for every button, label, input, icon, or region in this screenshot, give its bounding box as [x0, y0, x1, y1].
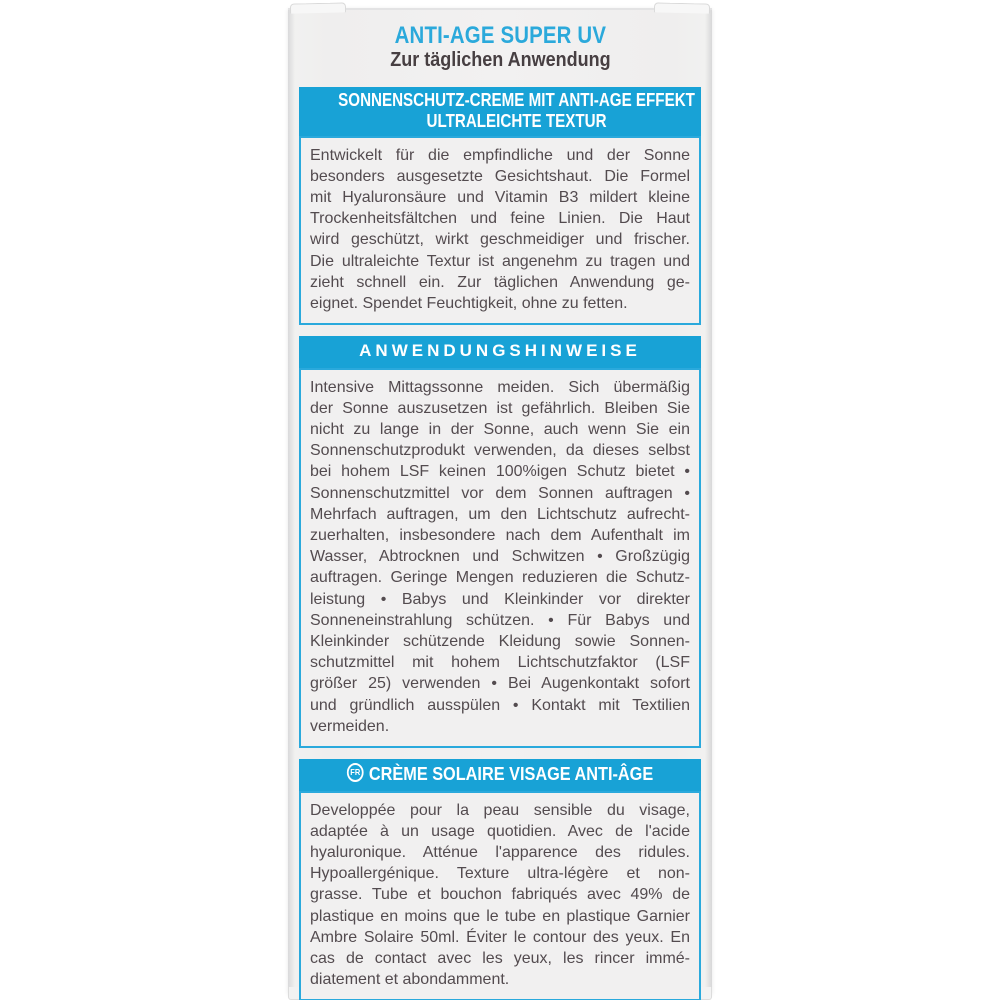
text-line: Kleinkinder schützende Kleidung sowie Sonnen- — [310, 633, 690, 651]
text-line: Developpée pour la peau sensible du visage, — [310, 801, 690, 819]
text-line: cas de contact avec les yeux, les rincer immé- — [310, 950, 690, 967]
text-line: wird geschützt, wirkt geschmeidiger und frischer. — [310, 231, 690, 249]
section-header-french — [299, 759, 701, 791]
text-line: nicht zu lange in der Sonne, auch wenn Sie ein — [310, 421, 690, 439]
text-line: schutzmittel mit hohem Lichtschutzfaktor (LSF — [310, 654, 690, 672]
text-line: vermeiden. — [310, 717, 390, 735]
text-line: eignet. Spendet Feuchtigkeit, ohne zu fetten. — [310, 294, 628, 312]
text-line: Sonnenschutzprodukt verwenden, da dieses selbst — [310, 442, 690, 460]
text-line: und gründlich ausspülen • Kontakt mit Textilien — [310, 696, 690, 714]
text-line: Trockenheitsfältchen und feine Linien. Die Haut — [310, 210, 690, 228]
section-description — [299, 87, 701, 325]
section-french-description — [299, 759, 701, 1000]
text-line: Die ultraleichte Textur ist angenehm zu tragen und — [310, 252, 690, 270]
text-line: Mehrfach auftragen, um den Lichtschutz aufrecht- — [310, 505, 690, 523]
product-box-back-panel — [288, 8, 712, 994]
header-line: CRÈME SOLAIRE VISAGE ANTI-ÂGE — [368, 763, 654, 785]
text-line: Ambre Solaire 50ml. Éviter le contour des yeux. En — [310, 928, 690, 946]
section-usage-instructions — [299, 336, 701, 748]
text-line: Sonneneinstrahlung schützen. • Für Babys und — [310, 611, 690, 629]
section-header-usage-instructions — [299, 336, 701, 368]
text-line: Sonnenschutzmittel vor dem Sonnen auftragen • — [310, 484, 690, 502]
text-line: zuerhalten, insbesondere nach dem Aufenthalt im — [310, 527, 690, 545]
text-line: Intensive Mittagssonne meiden. Sich übermäßig — [310, 378, 690, 396]
text-line: besonders ausgesetzte Gesichtshaut. Die Formel — [310, 167, 690, 185]
description-text — [299, 136, 701, 326]
text-line: diatement et abondamment. — [310, 971, 510, 989]
text-line: Entwickelt für die empfindliche und der Sonne — [310, 146, 690, 164]
header-line: ULTRALEICHTE TEXTUR — [426, 109, 607, 131]
text-line: Hypoallergénique. Texture ultra-légère et non- — [310, 865, 690, 883]
header-line: ANWENDUNGSHINWEISE — [359, 341, 641, 361]
text-line: größer 25) verwenden • Bei Augenkontakt sofort — [310, 675, 690, 693]
french-description-text — [299, 791, 701, 1000]
usage-instructions-text — [299, 368, 701, 748]
usage-subtitle: Zur täglichen Anwendung — [389, 49, 611, 71]
text-line: adaptée à un usage quotidien. Avec de l'acide — [310, 822, 690, 840]
text-line: mit Hyaluronsäure und Vitamin B3 mildert kleine — [310, 188, 690, 206]
text-line: leistung • Babys und Kleinkinder vor direkter — [310, 590, 690, 608]
text-line: der Sonne auszusetzen ist gefährlich. Bleiben Sie — [310, 399, 690, 417]
section-header-description — [299, 87, 701, 136]
text-line: Wasser, Abtrocknen und Schwitzen • Großzügig — [310, 548, 690, 566]
label-content — [299, 10, 701, 1000]
text-line: plastique en moins que le tube en plastique Garnier — [310, 907, 690, 925]
text-line: auftragen. Geringe Mengen reduzieren die Schutz- — [310, 569, 690, 587]
product-title: ANTI-AGE SUPER UV — [394, 22, 606, 49]
header-line: SONNENSCHUTZ-CREME MIT ANTI-AGE EFFEKT — [338, 89, 695, 110]
text-line: hyaluronique. Atténue l'apparence des ridules. — [310, 843, 690, 861]
fr-language-badge-icon: FR — [347, 763, 364, 782]
text-line: bei hohem LSF keinen 100%igen Schutz bietet • — [310, 463, 690, 481]
text-line: zieht schnell ein. Zur täglichen Anwendung ge- — [310, 273, 690, 291]
text-line: grasse. Tube et bouchon fabriqués avec 49% de — [310, 886, 690, 904]
